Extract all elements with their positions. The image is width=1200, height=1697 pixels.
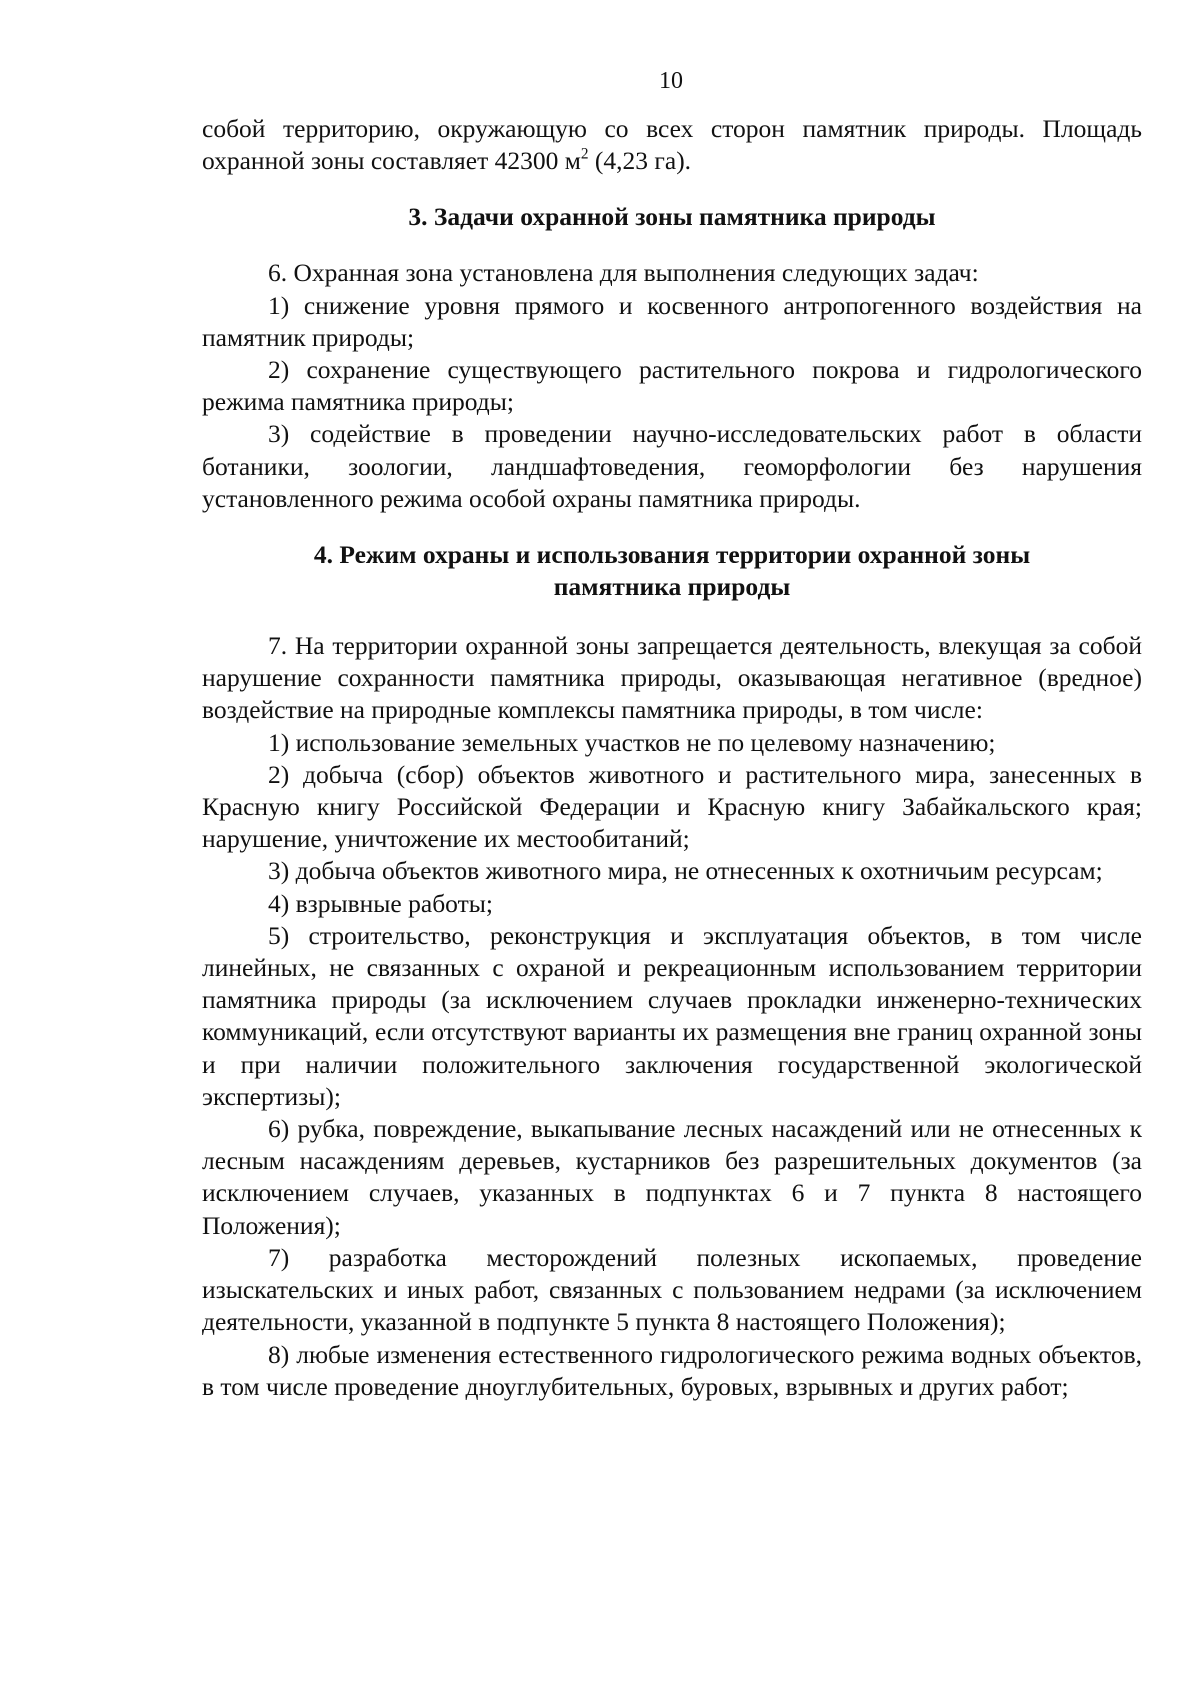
section-3-subitem-2: 2) сохранение существующего растительного покрова и гидрологического режима памятника природы; <box>202 355 1142 417</box>
intro-paragraph <box>202 113 1142 177</box>
section-4-item-7: 7. На территории охранной зоны запрещается деятельность, влекущая за собой нарушение сохранности памятника природы, оказывающая негативное (вредное) воздействие на природные комплексы памятника природы, в том числе: <box>202 631 1142 725</box>
section-4-subitem-1: 1) использование земельных участков не по целевому назначению; <box>268 727 996 757</box>
document-body <box>202 113 1142 1403</box>
section-3-item-6: 6. Охранная зона установлена для выполнения следующих задач: <box>268 258 979 288</box>
intro-text-tail: (4,23 га). <box>588 146 692 176</box>
section-3-subitem-1: 1) снижение уровня прямого и косвенного антропогенного воздействия на памятник природы; <box>202 290 1142 352</box>
section-3-heading: 3. Задачи охранной зоны памятника природы <box>408 202 936 232</box>
section-4-subitem-2: 2) добыча (сбор) объектов животного и растительного мира, занесенных в Красную книгу Российской Федерации и Красную книгу Забайкальского края; нарушение, уничтожение их местообитаний; <box>202 759 1142 854</box>
area-unit-superscript: 2 <box>580 145 589 163</box>
section-3-subitem-3: 3) содействие в проведении научно-исследовательских работ в области ботаники, зоологии, ландшафтоведения, геоморфологии без нарушения установленного режима особой охраны памятника природы. <box>202 419 1142 513</box>
intro-text: собой территорию, окружающую со всех сторон памятник природы. Площадь охранной зоны составляет 42300 м <box>202 114 1142 176</box>
section-4-subitem-5: 5) строительство, реконструкция и эксплуатация объектов, в том числе линейных, не связанных с охраной и рекреационным использованием территории памятника природы (за исключением случаев прокладки инженерно-технических коммуникаций, если отсутствуют варианты их размещения вне границ охранной зоны и при наличии положительного заключения государственной экологической экспертизы); <box>202 920 1142 1111</box>
section-4-subitem-4: 4) взрывные работы; <box>268 888 493 918</box>
section-4-subitem-3: 3) добыча объектов животного мира, не отнесенных к охотничьим ресурсам; <box>268 856 1103 886</box>
section-4-subitem-8: 8) любые изменения естественного гидрологического режима водных объектов, в том числе проведение дноуглубительных, буровых, взрывных и других работ; <box>202 1339 1142 1401</box>
section-4-heading: 4. Режим охраны и использования территории охранной зоны памятника природы <box>313 540 1031 602</box>
page-number: 10 <box>659 68 683 94</box>
section-4-subitem-6: 6) рубка, повреждение, выкапывание лесных насаждений или не отнесенных к лесным насаждениям деревьев, кустарников без разрешительных документов (за исключением случаев, указанных в подпунктах 6 и 7 пункта 8 настоящего Положения); <box>202 1114 1142 1240</box>
section-4-subitem-7: 7) разработка месторождений полезных ископаемых, проведение изыскательских и иных работ, связанных с пользованием недрами (за исключением деятельности, указанной в подпункте 5 пункта 8 настоящего Положения); <box>202 1242 1142 1337</box>
